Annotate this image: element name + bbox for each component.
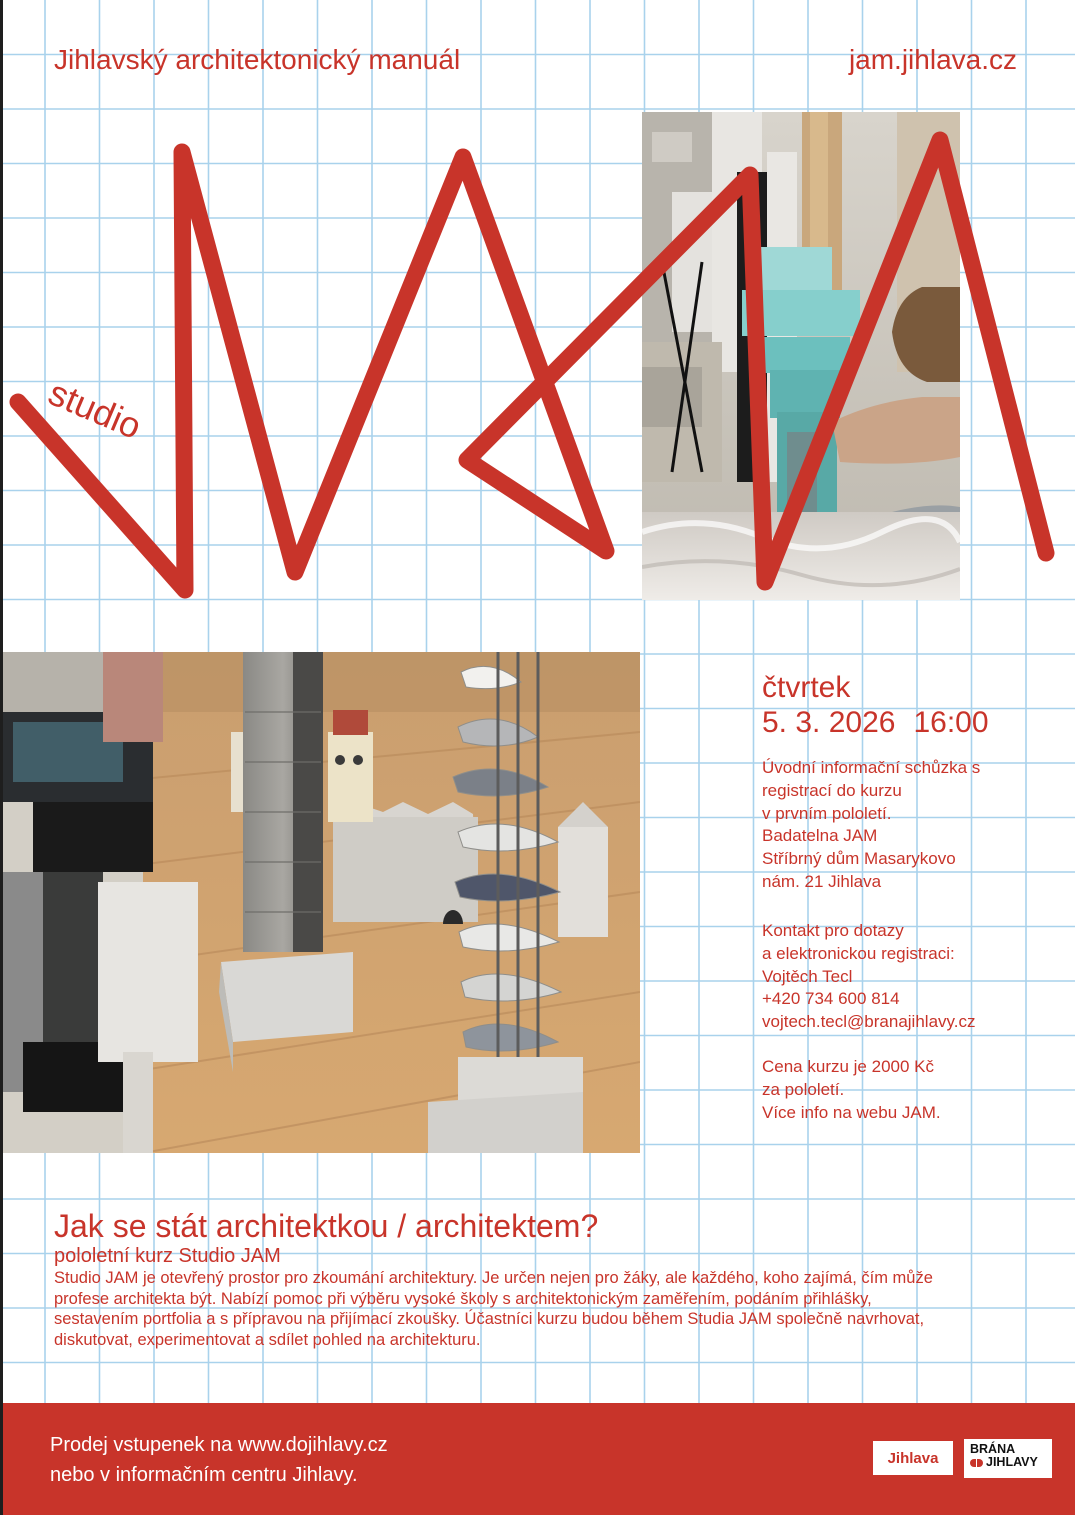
jam-line-logo [18, 140, 1046, 590]
contact-name: Vojtěch Tecl [762, 966, 853, 986]
info-line: Stříbrný dům Masarykovo [762, 849, 956, 869]
event-date: 5. 3. 2026 [762, 706, 896, 739]
price-line: za pololetí. [762, 1079, 845, 1099]
course-subtitle: pololetní kurz Studio JAM [54, 1245, 281, 1267]
description-line: diskutovat, experimentovat a sdílet pohled na architekturu. [54, 1330, 481, 1349]
contact-line: Kontakt pro dotazy [762, 921, 904, 940]
ticket-line: nebo v informačním centru Jihlavy. [50, 1464, 358, 1486]
info-line: registrací do kurzu [762, 780, 902, 800]
contact-line: a elektronickou registraci: [762, 943, 955, 963]
info-line: Úvodní informační schůzka s [762, 758, 981, 777]
info-line: v prvním pololetí. [762, 803, 892, 823]
website-link[interactable]: jam.jihlava.cz [848, 44, 1017, 75]
jihlava-logo: Jihlava [873, 1441, 953, 1475]
studio-label: studio [42, 371, 148, 447]
price-line: Cena kurzu je 2000 Kč [762, 1057, 934, 1076]
info-line: Badatelna JAM [762, 826, 878, 846]
event-time: 16:00 [913, 706, 989, 739]
contact-email[interactable]: vojtech.tecl@branajihlavy.cz [762, 1012, 976, 1032]
brana-logo-line2: JIHLAVY [986, 1455, 1038, 1469]
course-title: Jak se stát architektkou / architektem? [54, 1208, 599, 1244]
description-line: profese architekta být. Nabízí pomoc při výběru vysoké školy s architektonickým zaměřením, podáním přihlášky, [54, 1289, 872, 1308]
description-line: Studio JAM je otevřený prostor pro zkoumání architektury. Je určen nejen pro žáky, ale každého, koho zajímá, čím může [54, 1269, 933, 1287]
event-day: čtvrtek [762, 671, 851, 704]
ticket-line: Prodej vstupenek na www.dojihlavy.cz [50, 1434, 388, 1456]
description-line: sestavením portfolia a s přípravou na přijímací zkoušky. Účastníci kurzu budou během Studia JAM společně navrhovat, [54, 1310, 925, 1328]
price-line: Více info na webu JAM. [762, 1102, 941, 1122]
manual-title: Jihlavský architektonický manuál [54, 44, 461, 75]
contact-phone[interactable]: +420 734 600 814 [762, 989, 900, 1009]
info-line: nám. 21 Jihlava [762, 871, 882, 891]
brana-logo-line1: BRÁNA [970, 1442, 1016, 1456]
